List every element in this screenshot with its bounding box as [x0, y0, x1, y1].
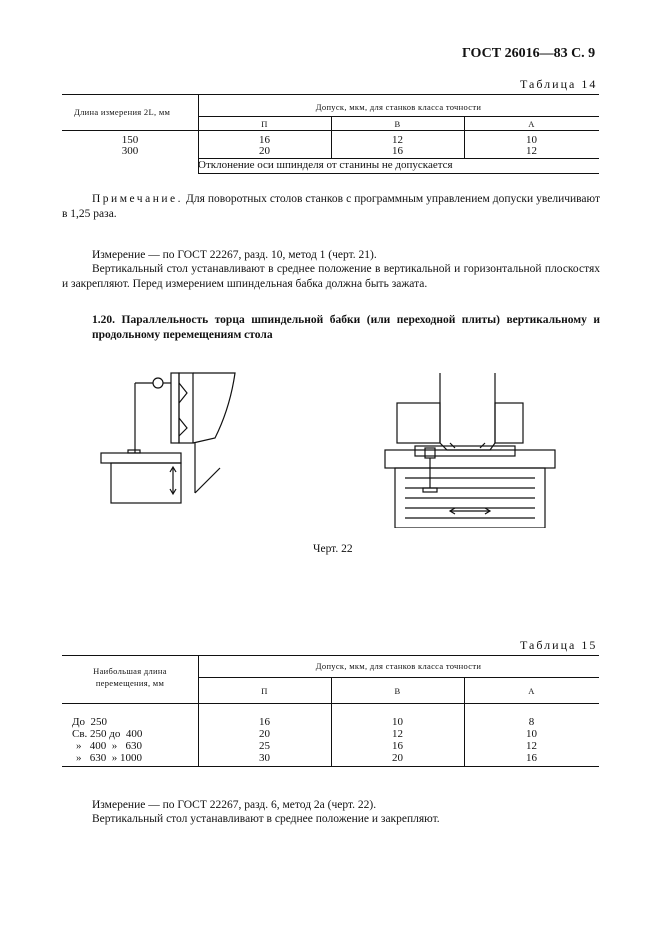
measurement-1-line2: Вертикальный стол устанавливают в среднее положение в вертикальной и горизонтальной плоскостях и закрепляют. Перед измерением шпиндельная бабка должна быть зажата.	[62, 263, 600, 290]
table-row-cell: 12	[392, 134, 403, 146]
table-row-cell: 12	[526, 740, 537, 752]
table-15-class-p: П	[261, 686, 268, 696]
measurement-2-line1: Измерение — по ГОСТ 22267, разд. 6, метод 2а (черт. 22).	[92, 799, 377, 811]
section-number: 1.20.	[92, 314, 115, 326]
table-row-cell: » 630 » 1000	[76, 752, 142, 764]
section-heading	[92, 313, 600, 343]
table-14-class-p: П	[261, 119, 268, 129]
figure-22-drawing	[95, 368, 565, 528]
table-row-cell: 10	[526, 728, 537, 740]
table-row-cell: 16	[259, 716, 270, 728]
table-14-footer-note: Отклонение оси шпинделя от станины не допускается	[198, 159, 453, 171]
table-row-cell: » 400 » 630	[76, 740, 142, 752]
table-14-class-v: В	[394, 119, 401, 129]
table-row-cell: 16	[259, 134, 270, 146]
table-row-cell: 12	[392, 728, 403, 740]
table-row-cell: Св. 250 до 400	[72, 728, 143, 740]
measurement-2-line2: Вертикальный стол устанавливают в среднее положение и закрепляют.	[92, 813, 440, 825]
table-14-class-a: А	[528, 119, 535, 129]
note-label: Примечание.	[92, 193, 183, 205]
table-row-cell: 20	[392, 752, 403, 764]
table-row-cell: 30	[259, 752, 270, 764]
table-14-group-header: Допуск, мкм, для станков класса точности	[315, 102, 482, 112]
table-row-cell: 16	[392, 740, 403, 752]
page-header: ГОСТ 26016—83 С. 9	[462, 46, 596, 61]
section-title: Параллельность торца шпиндельной бабки (или переходной плиты) вертикальному и продольному перемещениям стола	[92, 314, 600, 341]
table-row-cell: 20	[259, 728, 270, 740]
table-row-cell: 150	[121, 134, 139, 146]
table-row-cell: 20	[259, 145, 270, 157]
table-row-cell: До 250	[72, 716, 108, 728]
table-row-cell: 300	[121, 145, 139, 157]
measurement-1-line1: Измерение — по ГОСТ 22267, разд. 10, метод 1 (черт. 21).	[92, 249, 377, 261]
table-row-cell: 10	[526, 134, 537, 146]
table-row-cell: 8	[528, 716, 535, 728]
table-row-cell: 16	[392, 145, 403, 157]
table-15-caption: Таблица 15	[520, 638, 598, 652]
note-text: Для поворотных столов станков с программным управлением допуски увеличивают в 1,25 раза.	[62, 193, 601, 220]
table-15-class-v: В	[394, 686, 401, 696]
table-14-caption: Таблица 14	[520, 77, 598, 91]
table-14-col1-header: Длина измерения 2L, мм	[74, 107, 171, 117]
table-row-cell: 12	[526, 145, 537, 157]
table-row-cell: 25	[259, 740, 270, 752]
table-row-cell: 10	[392, 716, 403, 728]
table-row-cell: 16	[526, 752, 537, 764]
table-15-group-header: Допуск, мкм, для станков класса точности	[315, 661, 482, 671]
note-paragraph	[62, 192, 600, 222]
table-15-col1-header-line1: Наибольшая длина	[93, 666, 167, 676]
figure-caption: Черт. 22	[313, 543, 353, 555]
table-15-class-a: А	[528, 686, 535, 696]
table-15-col1-header-line2: перемещения, мм	[95, 678, 165, 688]
